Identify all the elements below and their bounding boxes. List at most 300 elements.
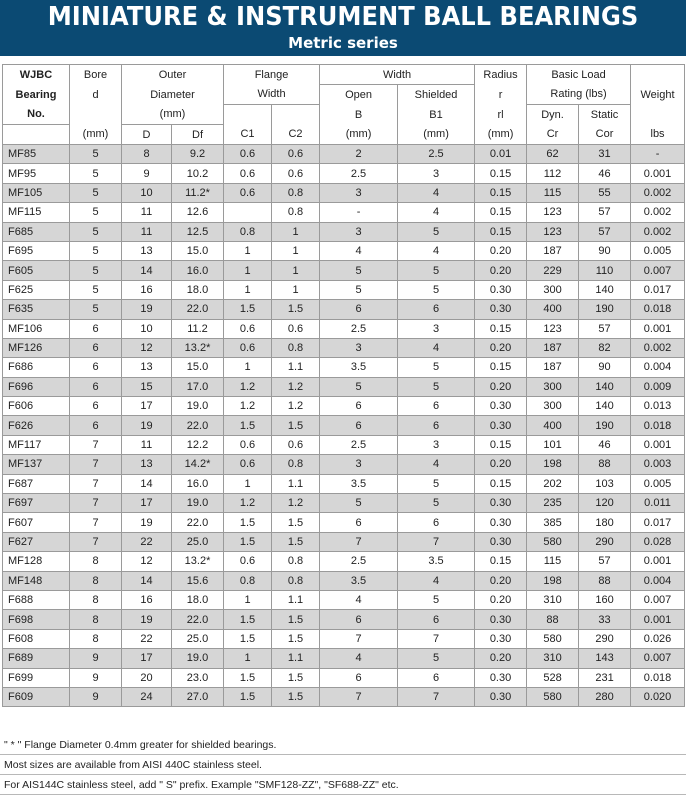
cell-radius: 0.30 — [475, 494, 527, 513]
cell-width-open: 5 — [320, 377, 398, 396]
cell-load-dynamic: 229 — [527, 261, 579, 280]
cell-bearing-no: F686 — [3, 358, 70, 377]
cell-flange-c1: 0.6 — [224, 455, 272, 474]
cell-bore-d: 9 — [70, 649, 122, 668]
cell-outer-d: 10 — [122, 319, 172, 338]
cell-width-open: 4 — [320, 241, 398, 260]
cell-width-open: 2 — [320, 145, 398, 164]
cell-width-shielded: 6 — [398, 513, 475, 532]
cell-outer-d: 24 — [122, 687, 172, 706]
cell-width-shielded: 2.5 — [398, 145, 475, 164]
cell-outer-df: 22.0 — [172, 300, 224, 319]
cell-radius: 0.15 — [475, 358, 527, 377]
cell-outer-d: 11 — [122, 203, 172, 222]
page-banner — [0, 0, 686, 56]
cell-load-dynamic: 580 — [527, 687, 579, 706]
cell-width-open: 2.5 — [320, 319, 398, 338]
table-row — [3, 183, 685, 202]
page-title: MINIATURE & INSTRUMENT BALL BEARINGS — [47, 2, 639, 32]
cell-bore-d: 9 — [70, 668, 122, 687]
cell-load-dynamic: 400 — [527, 416, 579, 435]
table-row — [3, 532, 685, 551]
cell-outer-d: 17 — [122, 649, 172, 668]
cell-weight: 0.017 — [631, 513, 685, 532]
cell-load-static: 88 — [579, 455, 631, 474]
cell-weight: 0.002 — [631, 183, 685, 202]
header-diameter: Diameter — [122, 85, 224, 105]
cell-load-dynamic: 62 — [527, 145, 579, 164]
cell-flange-c1: 1.5 — [224, 532, 272, 551]
cell-load-dynamic: 385 — [527, 513, 579, 532]
header-row-2 — [3, 85, 685, 105]
table-row — [3, 319, 685, 338]
header-outer-d: D — [122, 125, 172, 145]
cell-bore-d: 5 — [70, 183, 122, 202]
cell-width-shielded: 3.5 — [398, 552, 475, 571]
table-row — [3, 474, 685, 493]
table-row — [3, 668, 685, 687]
footnote-stainless-prefix: For AIS144C stainless steel, add " S" prefix. Example "SMF128-ZZ", "SF688-ZZ" etc. — [0, 775, 686, 795]
cell-flange-c2: 1.5 — [272, 532, 320, 551]
cell-flange-c2: 0.8 — [272, 571, 320, 590]
cell-weight: 0.002 — [631, 338, 685, 357]
cell-outer-d: 15 — [122, 377, 172, 396]
cell-outer-d: 14 — [122, 261, 172, 280]
cell-load-static: 143 — [579, 649, 631, 668]
cell-load-static: 88 — [579, 571, 631, 590]
cell-weight: 0.011 — [631, 494, 685, 513]
cell-outer-d: 16 — [122, 280, 172, 299]
cell-width-open: 6 — [320, 416, 398, 435]
cell-radius: 0.15 — [475, 183, 527, 202]
cell-radius: 0.20 — [475, 377, 527, 396]
cell-load-dynamic: 88 — [527, 610, 579, 629]
cell-weight: 0.028 — [631, 532, 685, 551]
cell-bore-d: 7 — [70, 494, 122, 513]
cell-width-open: 4 — [320, 590, 398, 609]
cell-outer-df: 18.0 — [172, 280, 224, 299]
header-radius-symbol: r — [475, 85, 527, 105]
cell-flange-c1: 1.5 — [224, 610, 272, 629]
cell-outer-d: 17 — [122, 494, 172, 513]
cell-load-static: 55 — [579, 183, 631, 202]
cell-bore-d: 6 — [70, 358, 122, 377]
cell-outer-d: 19 — [122, 300, 172, 319]
cell-bearing-no: MF137 — [3, 455, 70, 474]
cell-weight: 0.003 — [631, 455, 685, 474]
cell-flange-c1: 1 — [224, 474, 272, 493]
cell-bore-d: 5 — [70, 261, 122, 280]
cell-bearing-no: F689 — [3, 649, 70, 668]
cell-bearing-no: MF106 — [3, 319, 70, 338]
cell-load-static: 82 — [579, 338, 631, 357]
cell-flange-c2: 1 — [272, 222, 320, 241]
cell-outer-df: 16.0 — [172, 261, 224, 280]
cell-bearing-no: F699 — [3, 668, 70, 687]
cell-weight: 0.005 — [631, 474, 685, 493]
cell-weight: 0.018 — [631, 668, 685, 687]
cell-flange-c1: 1 — [224, 280, 272, 299]
cell-width-shielded: 4 — [398, 183, 475, 202]
cell-load-static: 180 — [579, 513, 631, 532]
cell-flange-c2: 1.5 — [272, 687, 320, 706]
cell-flange-c1: 1 — [224, 649, 272, 668]
cell-bore-d: 7 — [70, 435, 122, 454]
table-row — [3, 649, 685, 668]
cell-radius: 0.30 — [475, 610, 527, 629]
cell-flange-c1: 1 — [224, 590, 272, 609]
header-dynamic-cr: Cr — [527, 125, 579, 145]
cell-weight: 0.013 — [631, 397, 685, 416]
table-row — [3, 397, 685, 416]
header-weight-blank — [631, 65, 685, 85]
cell-bore-d: 5 — [70, 222, 122, 241]
cell-radius: 0.20 — [475, 590, 527, 609]
cell-load-dynamic: 528 — [527, 668, 579, 687]
cell-width-open: 3.5 — [320, 571, 398, 590]
cell-bearing-no: MF105 — [3, 183, 70, 202]
cell-bearing-no: F688 — [3, 590, 70, 609]
cell-flange-c1: 0.8 — [224, 222, 272, 241]
cell-bearing-no: MF85 — [3, 145, 70, 164]
cell-weight: 0.001 — [631, 610, 685, 629]
table-row — [3, 571, 685, 590]
cell-load-static: 103 — [579, 474, 631, 493]
cell-bore-d: 8 — [70, 571, 122, 590]
cell-outer-d: 19 — [122, 416, 172, 435]
cell-bore-d: 6 — [70, 338, 122, 357]
cell-width-open: 6 — [320, 300, 398, 319]
cell-outer-d: 10 — [122, 183, 172, 202]
cell-width-shielded: 7 — [398, 532, 475, 551]
cell-weight: 0.004 — [631, 358, 685, 377]
header-c1-blank — [224, 105, 272, 125]
cell-load-dynamic: 400 — [527, 300, 579, 319]
table-header — [3, 65, 685, 145]
cell-radius: 0.15 — [475, 164, 527, 183]
table-row — [3, 280, 685, 299]
cell-load-dynamic: 187 — [527, 241, 579, 260]
table-row — [3, 145, 685, 164]
cell-width-shielded: 3 — [398, 435, 475, 454]
cell-weight: 0.007 — [631, 590, 685, 609]
cell-outer-df: 19.0 — [172, 494, 224, 513]
cell-outer-df: 13.2* — [172, 338, 224, 357]
cell-flange-c1: 1 — [224, 261, 272, 280]
cell-flange-c2: 0.6 — [272, 164, 320, 183]
cell-flange-c2: 1.1 — [272, 590, 320, 609]
cell-weight: 0.002 — [631, 203, 685, 222]
cell-weight: 0.005 — [631, 241, 685, 260]
header-bearing-blank — [3, 125, 70, 145]
cell-outer-df: 12.2 — [172, 435, 224, 454]
header-bore-blank — [70, 105, 122, 125]
cell-outer-d: 19 — [122, 610, 172, 629]
cell-outer-df: 25.0 — [172, 629, 224, 648]
cell-flange-c1: 1.2 — [224, 494, 272, 513]
cell-width-open: 3.5 — [320, 358, 398, 377]
cell-bore-d: 5 — [70, 164, 122, 183]
cell-width-shielded: 7 — [398, 629, 475, 648]
table-row — [3, 629, 685, 648]
cell-bore-d: 6 — [70, 416, 122, 435]
cell-width-open: 5 — [320, 494, 398, 513]
table-row — [3, 610, 685, 629]
cell-flange-c2: 1.1 — [272, 649, 320, 668]
header-weight: Weight — [631, 85, 685, 105]
cell-width-shielded: 6 — [398, 416, 475, 435]
header-open-symbol: B — [320, 105, 398, 125]
table-row — [3, 377, 685, 396]
cell-outer-df: 11.2 — [172, 319, 224, 338]
cell-width-shielded: 5 — [398, 377, 475, 396]
cell-radius: 0.20 — [475, 261, 527, 280]
cell-flange-c1: 1.5 — [224, 416, 272, 435]
cell-bearing-no: F607 — [3, 513, 70, 532]
cell-load-static: 110 — [579, 261, 631, 280]
table-body — [3, 145, 685, 707]
table-row — [3, 455, 685, 474]
cell-bore-d: 6 — [70, 377, 122, 396]
header-radius: Radius — [475, 65, 527, 85]
cell-bearing-no: F606 — [3, 397, 70, 416]
cell-flange-c1: 1.5 — [224, 668, 272, 687]
cell-weight: 0.001 — [631, 164, 685, 183]
cell-bearing-no: F609 — [3, 687, 70, 706]
cell-bore-d: 5 — [70, 300, 122, 319]
cell-outer-df: 18.0 — [172, 590, 224, 609]
footnotes — [0, 735, 686, 795]
header-open-unit: (mm) — [320, 125, 398, 145]
header-shielded-symbol: B1 — [398, 105, 475, 125]
cell-bearing-no: F608 — [3, 629, 70, 648]
cell-flange-c2: 0.8 — [272, 338, 320, 357]
cell-outer-d: 8 — [122, 145, 172, 164]
cell-flange-c2: 1.5 — [272, 610, 320, 629]
cell-width-shielded: 3 — [398, 319, 475, 338]
cell-bore-d: 6 — [70, 319, 122, 338]
header-row-4 — [3, 125, 685, 145]
cell-load-dynamic: 310 — [527, 649, 579, 668]
table-row — [3, 300, 685, 319]
cell-width-open: 2.5 — [320, 552, 398, 571]
cell-load-dynamic: 310 — [527, 590, 579, 609]
cell-flange-c2: 1.5 — [272, 416, 320, 435]
cell-load-static: 31 — [579, 145, 631, 164]
cell-outer-d: 22 — [122, 532, 172, 551]
cell-flange-c1: 0.6 — [224, 338, 272, 357]
cell-load-dynamic: 123 — [527, 319, 579, 338]
cell-weight: 0.007 — [631, 649, 685, 668]
cell-bore-d: 7 — [70, 455, 122, 474]
cell-weight: 0.001 — [631, 435, 685, 454]
cell-outer-df: 15.6 — [172, 571, 224, 590]
cell-outer-df: 12.6 — [172, 203, 224, 222]
cell-load-dynamic: 300 — [527, 280, 579, 299]
cell-flange-c2: 1 — [272, 241, 320, 260]
cell-load-dynamic: 115 — [527, 552, 579, 571]
cell-width-open: 7 — [320, 629, 398, 648]
cell-flange-c1: 0.6 — [224, 435, 272, 454]
table-row — [3, 513, 685, 532]
footnote-flange-diameter: " * " Flange Diameter 0.4mm greater for shielded bearings. — [0, 735, 686, 755]
cell-width-shielded: 4 — [398, 338, 475, 357]
cell-load-dynamic: 300 — [527, 377, 579, 396]
cell-weight: 0.004 — [631, 571, 685, 590]
cell-width-open: 3 — [320, 183, 398, 202]
cell-outer-df: 19.0 — [172, 397, 224, 416]
cell-width-open: 3 — [320, 222, 398, 241]
cell-width-shielded: 4 — [398, 203, 475, 222]
cell-outer-df: 14.2* — [172, 455, 224, 474]
cell-load-static: 57 — [579, 222, 631, 241]
cell-load-static: 57 — [579, 319, 631, 338]
cell-bearing-no: F698 — [3, 610, 70, 629]
cell-load-static: 280 — [579, 687, 631, 706]
cell-radius: 0.30 — [475, 513, 527, 532]
cell-radius: 0.20 — [475, 649, 527, 668]
cell-width-open: 2.5 — [320, 164, 398, 183]
cell-width-shielded: 7 — [398, 687, 475, 706]
table-row — [3, 494, 685, 513]
cell-bearing-no: F695 — [3, 241, 70, 260]
header-outer: Outer — [122, 65, 224, 85]
table-row — [3, 222, 685, 241]
cell-width-shielded: 5 — [398, 590, 475, 609]
table-row — [3, 164, 685, 183]
cell-outer-df: 12.5 — [172, 222, 224, 241]
header-number: No. — [3, 105, 70, 125]
cell-flange-c2: 1.5 — [272, 668, 320, 687]
table-row — [3, 416, 685, 435]
cell-bearing-no: F696 — [3, 377, 70, 396]
cell-bore-d: 8 — [70, 590, 122, 609]
cell-flange-c1: 0.6 — [224, 183, 272, 202]
cell-width-open: 2.5 — [320, 435, 398, 454]
cell-load-dynamic: 187 — [527, 338, 579, 357]
header-weight-unit: lbs — [631, 125, 685, 145]
cell-width-shielded: 5 — [398, 222, 475, 241]
cell-outer-df: 9.2 — [172, 145, 224, 164]
table-row — [3, 338, 685, 357]
cell-width-shielded: 4 — [398, 455, 475, 474]
cell-width-shielded: 6 — [398, 610, 475, 629]
cell-flange-c1: 0.8 — [224, 571, 272, 590]
cell-flange-c1: 1.5 — [224, 513, 272, 532]
header-flange-c2: C2 — [272, 125, 320, 145]
cell-radius: 0.30 — [475, 280, 527, 299]
cell-outer-d: 12 — [122, 552, 172, 571]
cell-outer-d: 13 — [122, 241, 172, 260]
cell-bearing-no: MF126 — [3, 338, 70, 357]
cell-outer-d: 13 — [122, 455, 172, 474]
cell-load-dynamic: 580 — [527, 629, 579, 648]
cell-bearing-no: F627 — [3, 532, 70, 551]
header-radius-r1: rl — [475, 105, 527, 125]
cell-flange-c2: 1.5 — [272, 629, 320, 648]
cell-weight: 0.020 — [631, 687, 685, 706]
cell-load-static: 290 — [579, 532, 631, 551]
cell-radius: 0.20 — [475, 455, 527, 474]
cell-bore-d: 8 — [70, 552, 122, 571]
cell-flange-c2: 1.1 — [272, 358, 320, 377]
cell-flange-c2: 1 — [272, 261, 320, 280]
header-bore-symbol: d — [70, 85, 122, 105]
header-shielded: Shielded — [398, 85, 475, 105]
cell-load-dynamic: 187 — [527, 358, 579, 377]
cell-load-dynamic: 112 — [527, 164, 579, 183]
cell-width-open: 3 — [320, 455, 398, 474]
cell-load-static: 57 — [579, 203, 631, 222]
cell-load-static: 33 — [579, 610, 631, 629]
cell-outer-df: 11.2* — [172, 183, 224, 202]
cell-weight: 0.007 — [631, 261, 685, 280]
header-rating: Rating (lbs) — [527, 85, 631, 105]
table-row — [3, 203, 685, 222]
cell-width-open: 6 — [320, 397, 398, 416]
cell-bore-d: 8 — [70, 629, 122, 648]
cell-width-shielded: 5 — [398, 358, 475, 377]
cell-load-dynamic: 123 — [527, 222, 579, 241]
cell-bearing-no: F635 — [3, 300, 70, 319]
cell-flange-c1: 0.6 — [224, 552, 272, 571]
header-bore-unit: (mm) — [70, 125, 122, 145]
header-static: Static — [579, 105, 631, 125]
cell-load-dynamic: 202 — [527, 474, 579, 493]
cell-bore-d: 5 — [70, 203, 122, 222]
cell-bore-d: 5 — [70, 280, 122, 299]
cell-outer-df: 19.0 — [172, 649, 224, 668]
cell-bore-d: 5 — [70, 145, 122, 164]
cell-radius: 0.20 — [475, 338, 527, 357]
cell-load-static: 190 — [579, 416, 631, 435]
cell-load-static: 140 — [579, 377, 631, 396]
cell-load-static: 90 — [579, 241, 631, 260]
cell-width-shielded: 6 — [398, 397, 475, 416]
cell-width-open: 4 — [320, 649, 398, 668]
cell-bearing-no: F687 — [3, 474, 70, 493]
cell-outer-d: 16 — [122, 590, 172, 609]
cell-weight: 0.026 — [631, 629, 685, 648]
cell-bore-d: 8 — [70, 610, 122, 629]
cell-bore-d: 9 — [70, 687, 122, 706]
cell-bearing-no: F685 — [3, 222, 70, 241]
cell-outer-df: 22.0 — [172, 513, 224, 532]
cell-radius: 0.30 — [475, 668, 527, 687]
cell-outer-d: 11 — [122, 435, 172, 454]
cell-flange-c2: 1.2 — [272, 397, 320, 416]
footnote-availability: Most sizes are available from AISI 440C stainless steel. — [0, 755, 686, 775]
header-basic-load: Basic Load — [527, 65, 631, 85]
cell-bearing-no: MF95 — [3, 164, 70, 183]
cell-outer-d: 11 — [122, 222, 172, 241]
cell-load-dynamic: 123 — [527, 203, 579, 222]
cell-width-shielded: 5 — [398, 474, 475, 493]
header-shielded-unit: (mm) — [398, 125, 475, 145]
cell-radius: 0.15 — [475, 222, 527, 241]
cell-width-open: - — [320, 203, 398, 222]
cell-outer-df: 15.0 — [172, 358, 224, 377]
cell-width-shielded: 6 — [398, 300, 475, 319]
cell-load-dynamic: 235 — [527, 494, 579, 513]
cell-flange-c2: 1.5 — [272, 513, 320, 532]
cell-flange-c1: 1.2 — [224, 397, 272, 416]
cell-weight: 0.017 — [631, 280, 685, 299]
cell-bearing-no: F697 — [3, 494, 70, 513]
header-bearing-brand: WJBC — [3, 65, 70, 85]
cell-flange-c2: 0.8 — [272, 203, 320, 222]
cell-load-static: 46 — [579, 435, 631, 454]
